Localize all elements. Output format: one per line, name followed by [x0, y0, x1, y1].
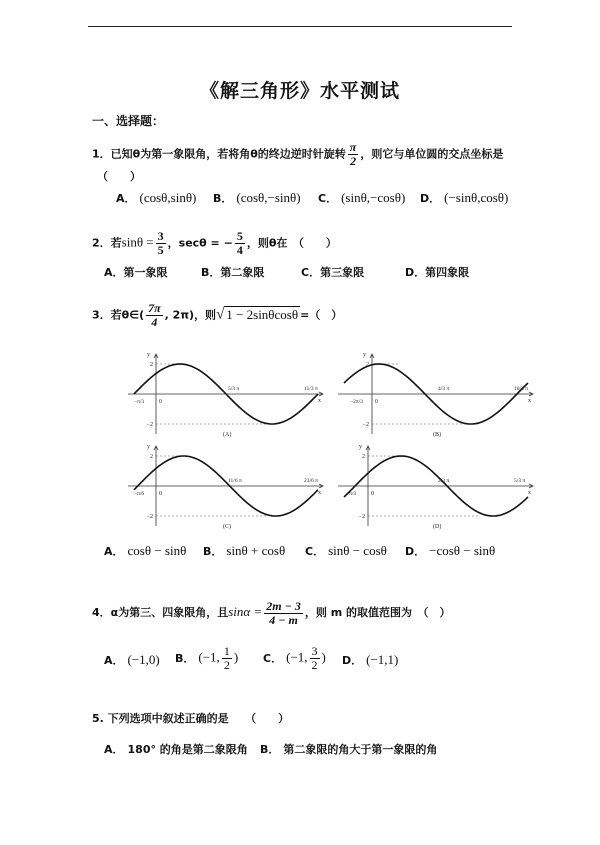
origin-label: 0	[159, 491, 162, 497]
left-tick-label: −2π/3	[350, 399, 363, 405]
y-max-label: 2	[150, 362, 153, 368]
mid-tick-label: 4/3 π	[438, 386, 450, 392]
q3-option-c: C． sinθ − cosθ	[305, 543, 387, 558]
q3-option-b: B． sinθ + cosθ	[203, 543, 286, 558]
left-tick-label: −π/3	[134, 399, 145, 405]
y-max-label: 2	[366, 362, 369, 368]
right-tick-label: 10/3 π	[514, 386, 528, 392]
q2-option-c: C．第三象限	[301, 266, 365, 279]
right-tick-label: 23/6 π	[304, 478, 318, 484]
q2-option-d: D．第四象限	[405, 266, 470, 279]
q1-option-b: B． (cosθ,−sinθ)	[213, 190, 301, 205]
page-title: 《解三角形》水平测试	[199, 80, 400, 102]
y-min-label: −2	[362, 422, 369, 428]
sqrt-sign: √	[216, 306, 225, 323]
right-tick-label: 11/3 π	[304, 386, 318, 392]
mid-tick-label: 2/3 π	[438, 478, 450, 484]
origin-label: 0	[375, 399, 378, 405]
q4-option-a: A． (−1,0)	[104, 652, 160, 667]
q5-option-b: B． 第二象限的角大于第一象限的角	[260, 743, 438, 756]
origin-label: 0	[371, 491, 374, 497]
y-min-label: −2	[358, 514, 365, 520]
x-axis-label: x	[528, 490, 531, 496]
graph-caption: (D)	[433, 524, 442, 530]
y-axis-label: y	[147, 444, 150, 450]
graph-4	[338, 444, 533, 530]
y-axis-label: y	[147, 352, 150, 358]
graph-caption: (B)	[433, 432, 441, 438]
q4-fraction: $\frac{2m - 3}{4 - m}$	[266, 598, 301, 627]
question-1	[92, 141, 503, 168]
q2-option-a: A．第一象限	[104, 266, 168, 279]
q1-tail: ，则它与单位圆的交点坐标是	[360, 147, 504, 161]
graph-1	[128, 352, 323, 438]
q2-sin-fraction: $\frac{3}{5}$	[157, 229, 164, 257]
mid-tick-label: 5/3 π	[228, 386, 240, 392]
graph-3	[128, 444, 323, 530]
q3-option-d: D． −cosθ − sinθ	[405, 543, 496, 558]
header-rule	[88, 26, 512, 27]
q5-option-a: A． 180° 的角是第二象限角	[104, 743, 248, 756]
question-3: 3．若θ∈( $\frac{7\pi}{4}$ , 2π)，则√ 1 − 2sinθcosθ =（ ）	[92, 301, 343, 329]
question-5: 5. 下列选项中叙述正确的是 （ ）	[92, 712, 290, 725]
y-axis-label: y	[359, 444, 362, 450]
right-tick-label: 5/3 π	[514, 478, 526, 484]
y-max-label: 2	[362, 454, 365, 460]
q4-option-c: C． (−1, $\frac{3}{2}$ )	[263, 644, 326, 672]
q1-answer-paren: （ ）	[97, 170, 141, 183]
y-min-label: −2	[146, 514, 153, 520]
q4-option-b: B． (−1, $\frac{1}{2}$ )	[175, 644, 239, 672]
question-4: 4．α为第三、四象限角，且sinα = $\frac{2m - 3}{4 - m}$ ，则 m 的取值范围为 （ ）	[92, 598, 451, 627]
question-2: 2．若sinθ = $\frac{3}{5}$ ，secθ = − $\frac{5}{4}$ ，则θ在 （ ）	[92, 229, 337, 257]
y-max-label: 2	[150, 454, 153, 460]
q2-sec-fraction: $\frac{5}{4}$	[236, 229, 243, 257]
q1-option-c: C． (sinθ,−cosθ)	[318, 190, 406, 205]
q2-option-b: B．第二象限	[201, 266, 265, 279]
graph-2	[338, 352, 533, 438]
x-axis-label: x	[318, 398, 321, 404]
mid-tick-label: 11/6 π	[228, 478, 242, 484]
y-min-label: −2	[146, 422, 153, 428]
graph-panel	[128, 350, 548, 535]
q3-fraction: $\frac{7\pi}{4}$	[148, 301, 161, 329]
y-axis-label: y	[363, 352, 366, 358]
section-heading: 一、选择题：	[92, 114, 165, 128]
q4-option-d: D． (−1,1)	[342, 652, 399, 667]
q3-sqrt-expr: 1 − 2sinθcosθ	[226, 306, 299, 322]
left-tick-label: −π/3	[346, 491, 357, 497]
left-tick-label: −π/6	[134, 491, 145, 497]
q1-fraction: $\frac{\pi}{2}$	[349, 140, 357, 168]
q1-option-a: A． (cosθ,sinθ)	[116, 190, 197, 205]
graph-caption: (C)	[223, 524, 231, 530]
graph-caption: (A)	[223, 432, 232, 438]
x-axis-label: x	[528, 398, 531, 404]
q1-option-d: D． (−sinθ,cosθ)	[420, 190, 509, 205]
q1-text: 1．已知θ为第一象限角，若将角θ的终边逆时针旋转	[92, 147, 346, 161]
q3-option-a: A． cosθ − sinθ	[104, 543, 187, 558]
origin-label: 0	[159, 399, 162, 405]
x-axis-label: x	[318, 490, 321, 496]
